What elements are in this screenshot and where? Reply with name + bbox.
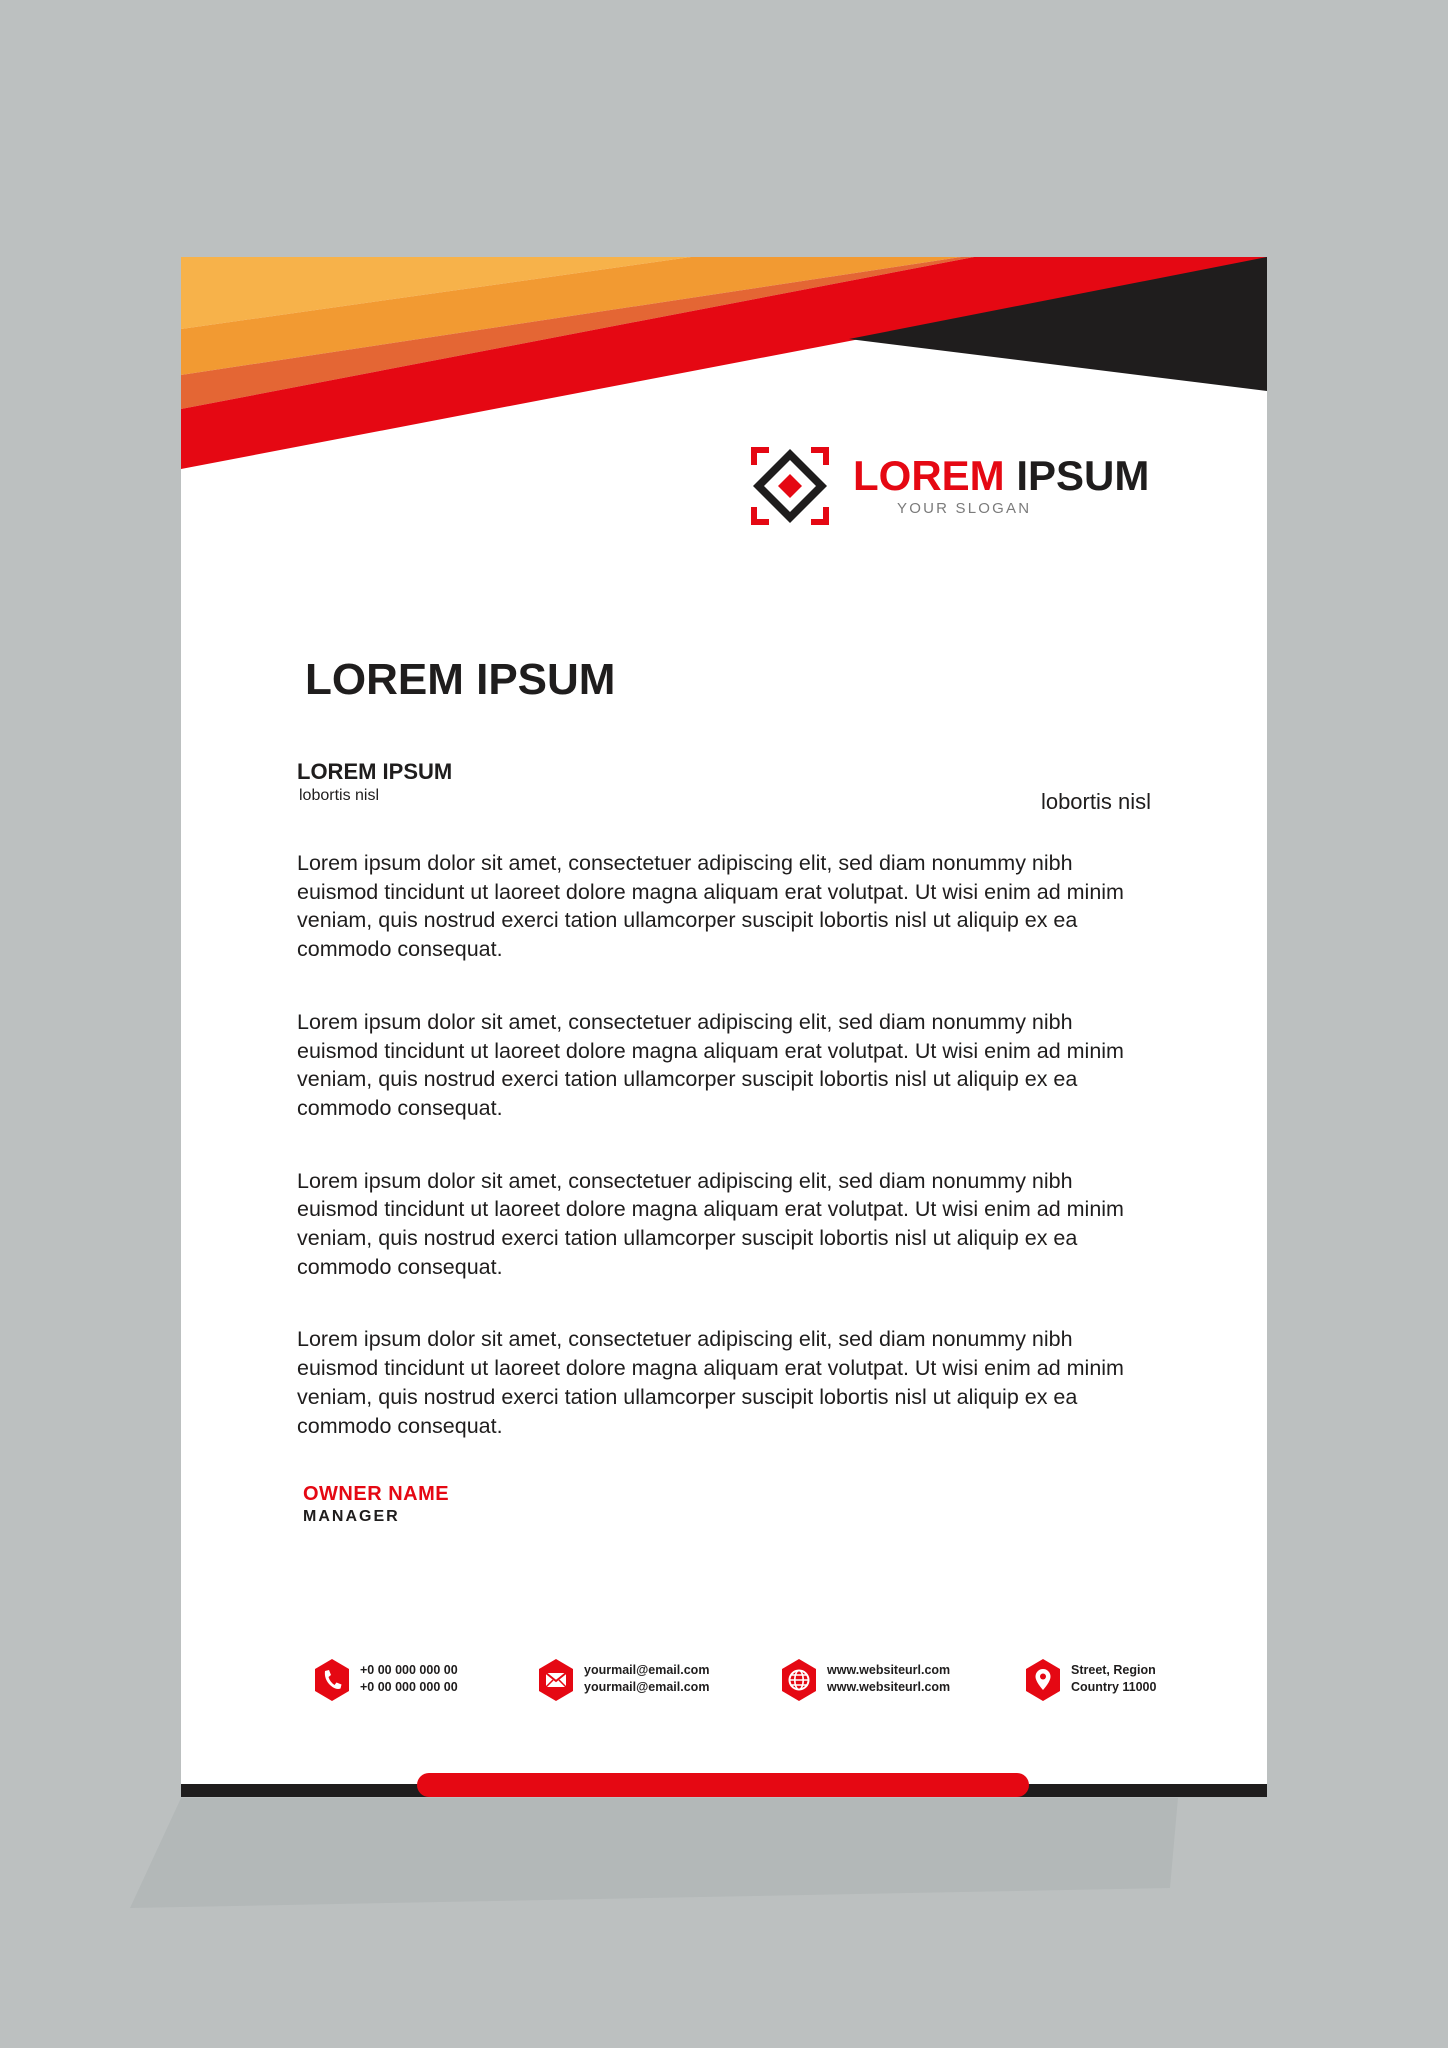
company-slogan: YOUR SLOGAN bbox=[897, 500, 1032, 517]
globe-icon bbox=[779, 1657, 819, 1703]
company-name bbox=[853, 452, 1150, 499]
phone-lines bbox=[360, 1662, 458, 1696]
date-line: lobortis nisl bbox=[1040, 789, 1151, 814]
address-line: Street, Region bbox=[1071, 1663, 1156, 1677]
body-paragraph: Lorem ipsum dolor sit amet, consectetuer adipiscing elit, sed diam nonummy nibh euismod tincidunt ut laoreet dolore magna aliquam erat volutpat. Ut wisi enim ad minim veniam, quis nostrud exerci tation ullamcorper suscipit lobortis nisl ut aliquip ex ea commodo consequat. bbox=[297, 851, 1124, 962]
company-name-second: IPSUM bbox=[1016, 452, 1150, 499]
diamond-square-icon bbox=[747, 443, 833, 529]
footer-red-bar bbox=[417, 1773, 1029, 1797]
company-name-first: LOREM bbox=[853, 452, 1005, 499]
website-url: www.websiteurl.com bbox=[827, 1663, 951, 1677]
website-lines bbox=[827, 1662, 950, 1696]
page-shadow bbox=[130, 1798, 1178, 1908]
body-paragraph: Lorem ipsum dolor sit amet, consectetuer adipiscing elit, sed diam nonummy nibh euismod tincidunt ut laoreet dolore magna aliquam erat volutpat. Ut wisi enim ad minim veniam, quis nostrud exerci tation ullamcorper suscipit lobortis nisl ut aliquip ex ea commodo consequat. bbox=[297, 1009, 1124, 1120]
recipient-name: LOREM IPSUM bbox=[297, 759, 453, 784]
letter-body bbox=[297, 849, 1157, 1484]
phone-number: +0 00 000 000 00 bbox=[360, 1663, 458, 1677]
phone-icon bbox=[312, 1657, 352, 1703]
location-pin-icon bbox=[1023, 1657, 1063, 1703]
address-lines bbox=[1071, 1662, 1156, 1696]
owner-role: MANAGER bbox=[303, 1508, 400, 1525]
body-paragraph: Lorem ipsum dolor sit amet, consectetuer adipiscing elit, sed diam nonummy nibh euismod tincidunt ut laoreet dolore magna aliquam erat volutpat. Ut wisi enim ad minim veniam, quis nostrud exerci tation ullamcorper suscipit lobortis nisl ut aliquip ex ea commodo consequat. bbox=[297, 1327, 1124, 1438]
letterhead-page bbox=[181, 257, 1267, 1797]
recipient-subtitle: lobortis nisl bbox=[299, 787, 380, 804]
email-address: yourmail@email.com bbox=[584, 1663, 710, 1677]
website-url: www.websiteurl.com bbox=[827, 1680, 951, 1694]
email-lines bbox=[584, 1662, 709, 1696]
envelope-icon bbox=[536, 1657, 576, 1703]
owner-name: OWNER NAME bbox=[303, 1483, 450, 1505]
email-address: yourmail@email.com bbox=[584, 1680, 710, 1694]
address-line: Country 11000 bbox=[1071, 1680, 1157, 1694]
phone-number: +0 00 000 000 00 bbox=[360, 1680, 458, 1694]
company-logo bbox=[747, 443, 1150, 539]
body-paragraph: Lorem ipsum dolor sit amet, consectetuer adipiscing elit, sed diam nonummy nibh euismod tincidunt ut laoreet dolore magna aliquam erat volutpat. Ut wisi enim ad minim veniam, quis nostrud exerci tation ullamcorper suscipit lobortis nisl ut aliquip ex ea commodo consequat. bbox=[297, 1168, 1124, 1279]
letter-title: LOREM IPSUM bbox=[305, 655, 616, 704]
signature-block bbox=[303, 1483, 449, 1526]
